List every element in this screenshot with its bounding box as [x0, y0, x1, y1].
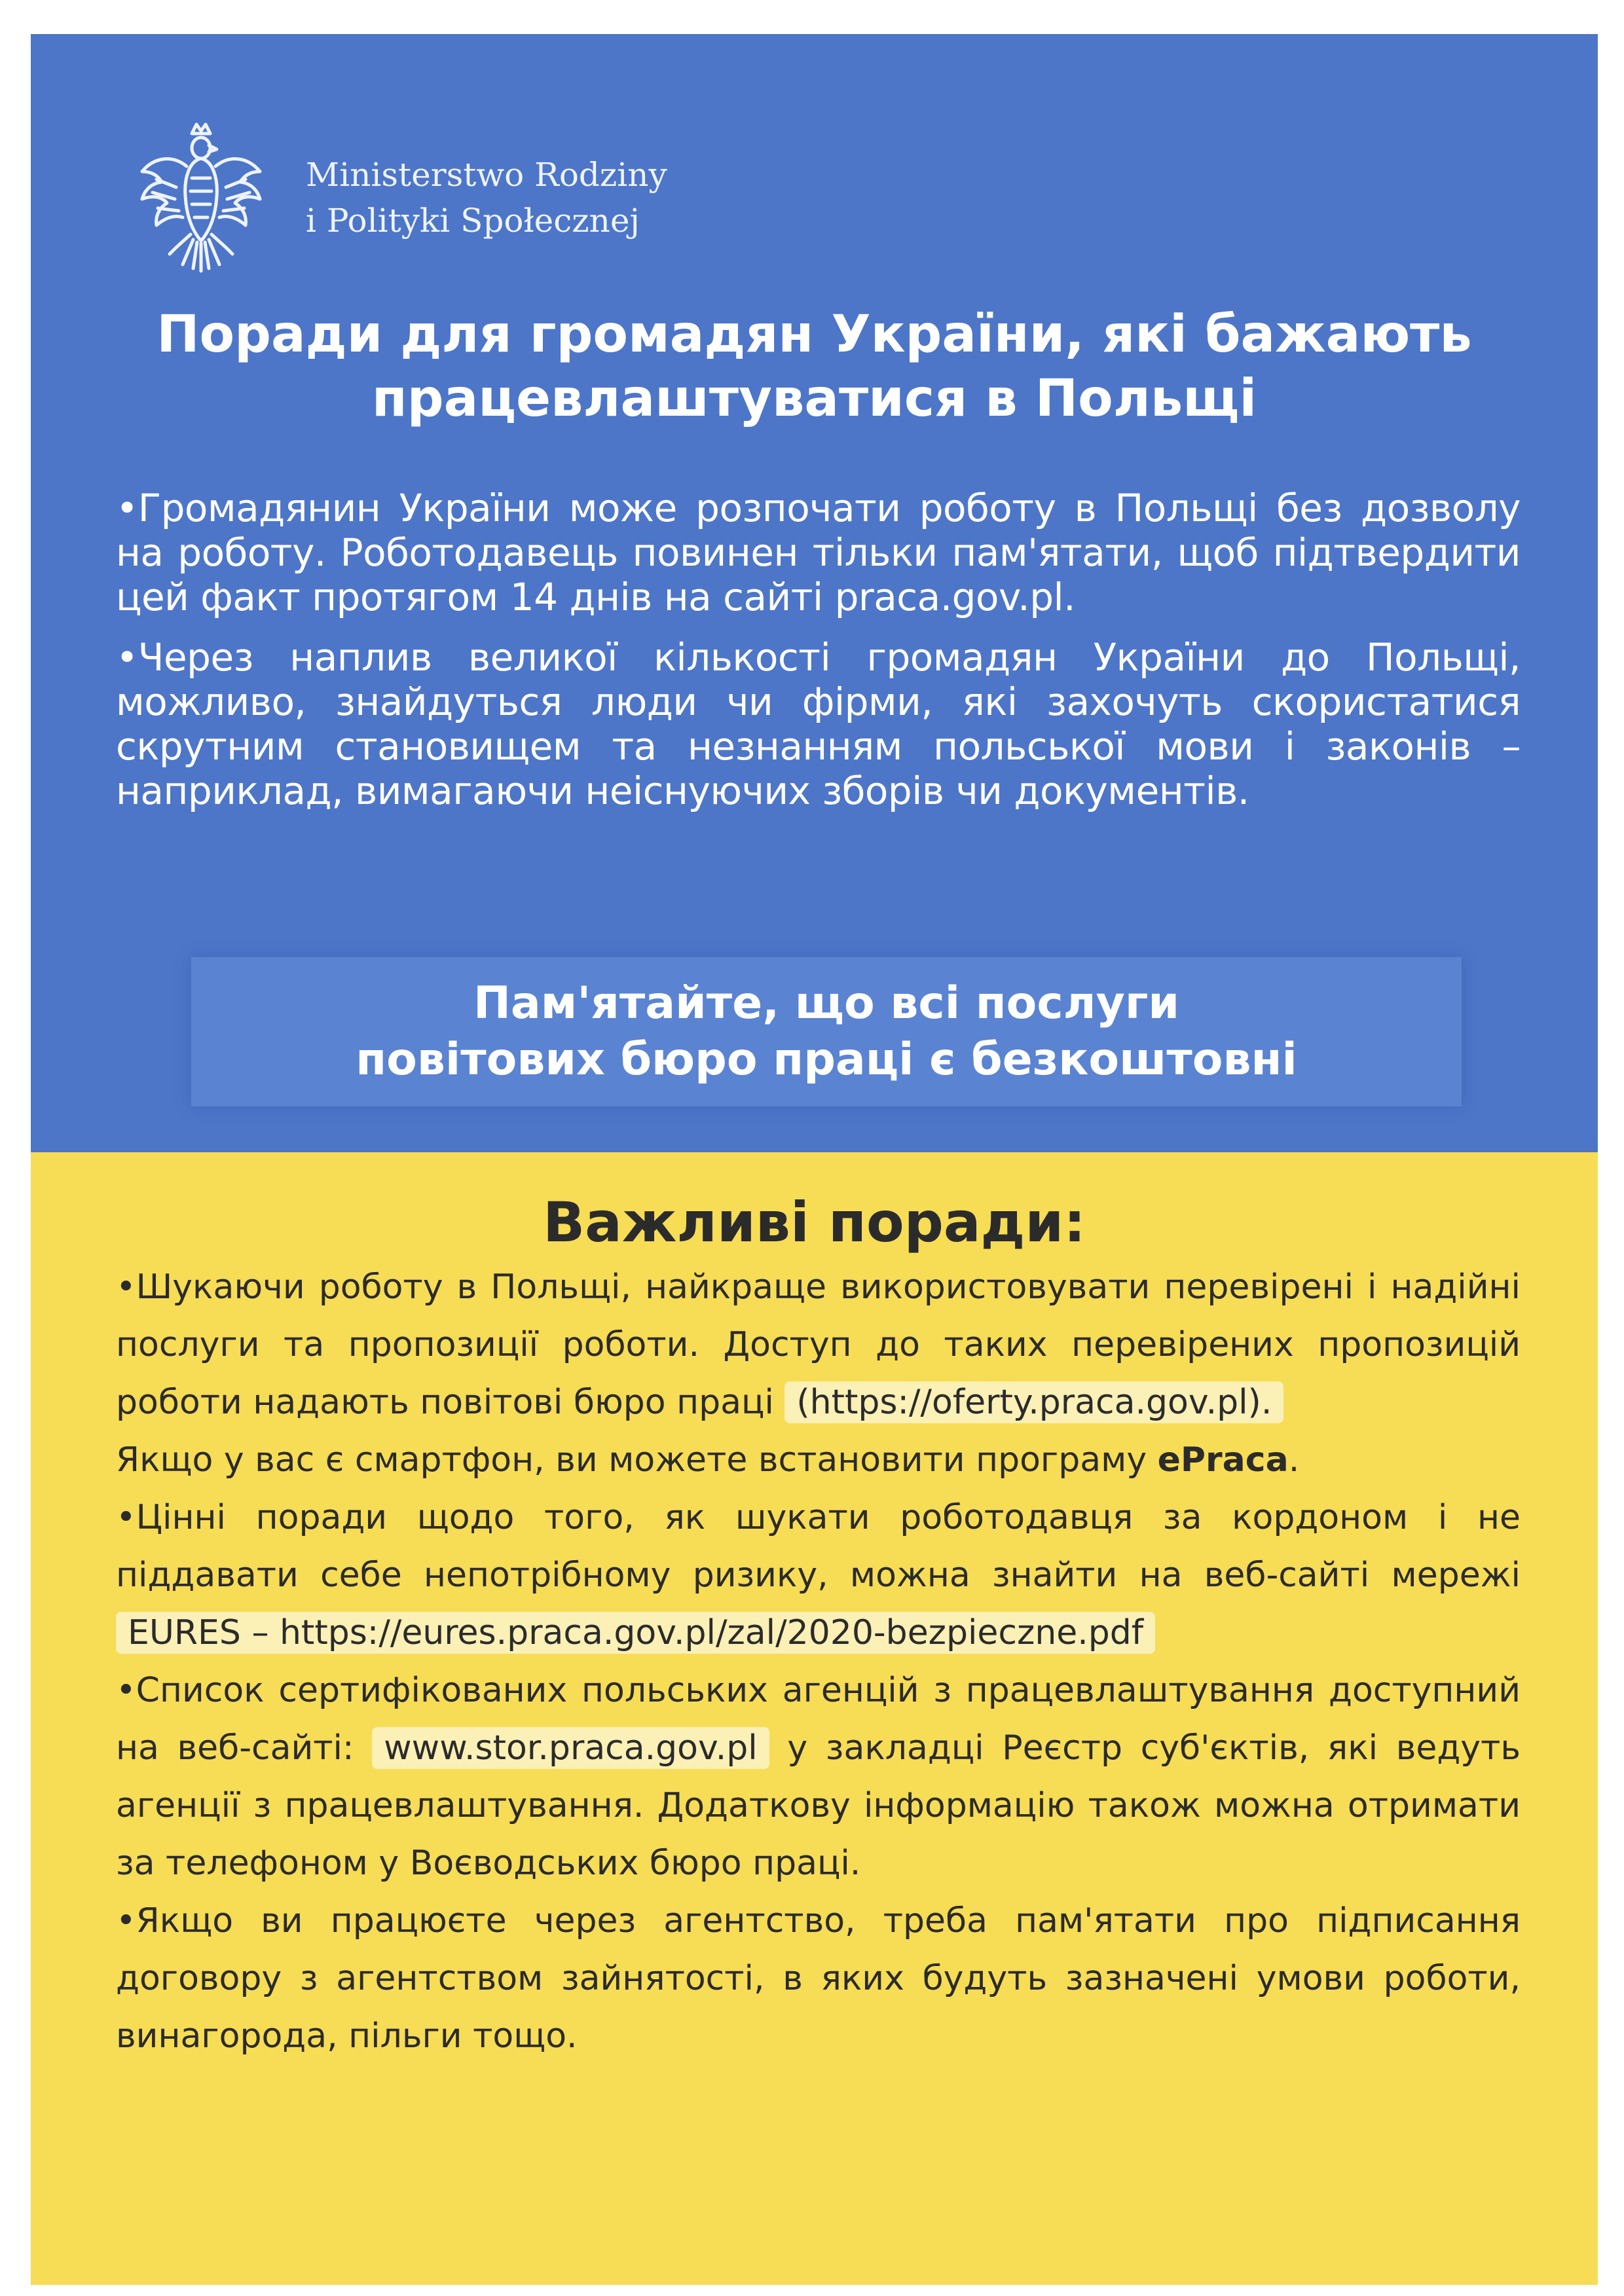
stor-link[interactable]: www.stor.praca.gov.pl [372, 1727, 769, 1769]
free-services-notice [191, 957, 1462, 1106]
ministry-logo [129, 119, 667, 276]
tip-job-offers-text: •Шукаючи роботу в Польщі, найкраще використовувати перевірені і надійні послуги та пропозиції роботи. Доступ до таких перевірених пропозицій роботи надають повітові бюро праці [116, 1267, 1521, 1422]
ministry-name-line2: i Polityki Społecznej [306, 202, 640, 240]
tip-agencies [116, 1662, 1521, 1892]
tip-agencies-text-after: у закладці Реєстр суб'єктів, які ведуть агенції з працевлаштування. Додаткову інформацію також можна отримати за телефоном у Воєводських бюро праці. [116, 1728, 1521, 1883]
tip-eures [116, 1489, 1521, 1662]
ministry-name [306, 152, 667, 244]
advice-bullets [116, 1258, 1521, 2065]
intro-bullet-work-permit: •Громадянин України може розпочати роботу в Польщі без дозволу на роботу. Роботодавець повинен тільки пам'ятати, щоб підтвердити цей факт протягом 14 днів на сайті praca.gov.pl. [116, 486, 1521, 619]
tip-app-text: Якщо у вас є смартфон, ви можете встановити програму [116, 1440, 1147, 1480]
app-name: ePraca [1157, 1440, 1289, 1480]
blue-section [31, 34, 1598, 1152]
tip-app-end: . [1288, 1440, 1300, 1480]
notice-line1: Пам'ятайте, що всі послуги [473, 977, 1180, 1029]
tip-contract: •Якщо ви працюєте через агентство, треба пам'ятати про підписання договору з агентством зайнятості, в яких будуть зазначені умови роботи, винагорода, пільги тощо. [116, 1901, 1521, 2056]
tip-eures-text: •Цінні поради щодо того, як шукати роботодавця за кордоном і не піддавати себе непотрібному ризику, можна знайти на веб-сайті мережі [116, 1498, 1521, 1595]
eagle-emblem-icon [129, 119, 273, 276]
intro-bullet-fraud-warning: •Через наплив великої кількості громадян України до Польщі, можливо, знайдуться люди чи фірми, які захочуть скористатися скрутним становищем та незнанням польської мови і законів – наприклад, вимагаючи неіснуючих зборів чи документів. [116, 635, 1521, 813]
notice-line2: повітових бюро праці є безкоштовні [356, 1034, 1297, 1085]
oferty-link[interactable]: (https://oferty.praca.gov.pl). [784, 1381, 1283, 1423]
ministry-name-line1: Ministerstwo Rodziny [306, 156, 667, 194]
page-title [31, 302, 1598, 431]
intro-bullets [116, 486, 1521, 829]
advice-heading: Важливі поради: [543, 1190, 1086, 1254]
tip-agencies-text-before: •Список сертифікованих польських агенцій з працевлаштування доступний на веб-сайті: [116, 1671, 1521, 1768]
poster [31, 34, 1598, 2285]
tip-app [116, 1431, 1521, 1489]
title-line2: працевлаштуватися в Польщі [371, 369, 1257, 428]
tip-job-offers [116, 1258, 1521, 1431]
eures-link[interactable]: EURES – https://eures.praca.gov.pl/zal/2020-bezpieczne.pdf [116, 1612, 1155, 1654]
title-line1: Поради для громадян України, які бажають [157, 305, 1472, 364]
